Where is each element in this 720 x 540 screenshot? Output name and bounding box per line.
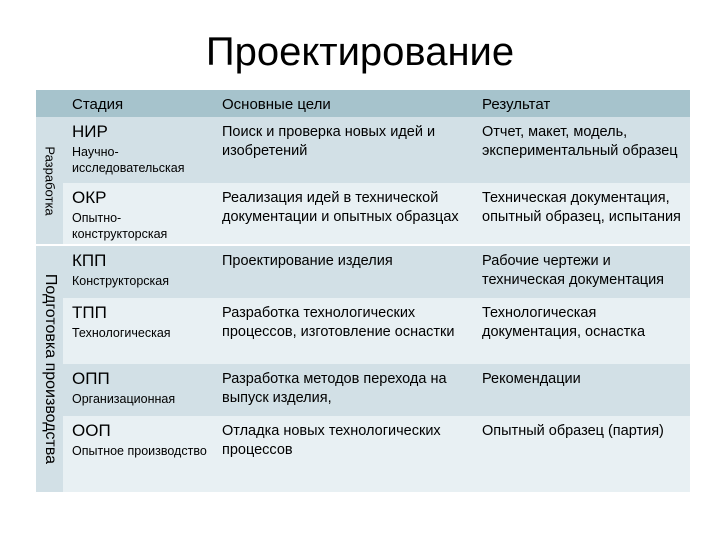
table-row-stage [63, 246, 213, 298]
table-row-goals: Поиск и проверка новых идей и изобретений [213, 117, 473, 183]
table-row-stage [63, 298, 213, 364]
group-label-development-text: Разработка [42, 145, 57, 216]
table-row-goals: Разработка технологических процессов, изготовление оснастки [213, 298, 473, 364]
stage-name: Конструкторская [72, 274, 169, 288]
table-row-goals: Реализация идей в технической документации и опытных образцах [213, 183, 473, 246]
table-row-result: Отчет, макет, модель, экспериментальный образец [473, 117, 690, 183]
page-title: Проектирование [205, 30, 515, 74]
table-row-stage [63, 364, 213, 416]
table-row-goals: Разработка методов перехода на выпуск изделия, [213, 364, 473, 416]
table-row-stage [63, 117, 213, 183]
stage-code: ОКР [72, 188, 107, 207]
group-label-production-prep-text: Подготовка производства [41, 273, 59, 465]
stage-name: Научно-исследовательская [72, 145, 185, 175]
table-row-stage [63, 183, 213, 246]
group-label-development [36, 117, 63, 246]
stage-name: Технологическая [72, 326, 171, 340]
header-corner-cell [36, 90, 63, 117]
stage-code: ОПП [72, 369, 110, 388]
stage-code: ТПП [72, 303, 107, 322]
stage-code: ООП [72, 421, 111, 440]
stage-name: Опытно-конструкторская [72, 211, 168, 241]
table-row-result: Рабочие чертежи и техническая документация [473, 246, 690, 298]
header-result: Результат [473, 90, 690, 117]
stage-code: КПП [72, 251, 107, 270]
stage-code: НИР [72, 122, 108, 141]
table-row-goals: Проектирование изделия [213, 246, 473, 298]
table-row-result: Опытный образец (партия) [473, 416, 690, 492]
stage-name: Организационная [72, 392, 176, 406]
table-row-result: Техническая документация, опытный образец, испытания [473, 183, 690, 246]
table-row-stage [63, 416, 213, 492]
design-stages-table [36, 90, 690, 492]
table-row-result: Рекомендации [473, 364, 690, 416]
header-stage: Стадия [63, 90, 213, 117]
table-row-result: Технологическая документация, оснастка [473, 298, 690, 364]
group-label-production-prep [36, 246, 63, 492]
header-goals: Основные цели [213, 90, 473, 117]
stage-name: Опытное производство [72, 444, 207, 458]
table-row-goals: Отладка новых технологических процессов [213, 416, 473, 492]
